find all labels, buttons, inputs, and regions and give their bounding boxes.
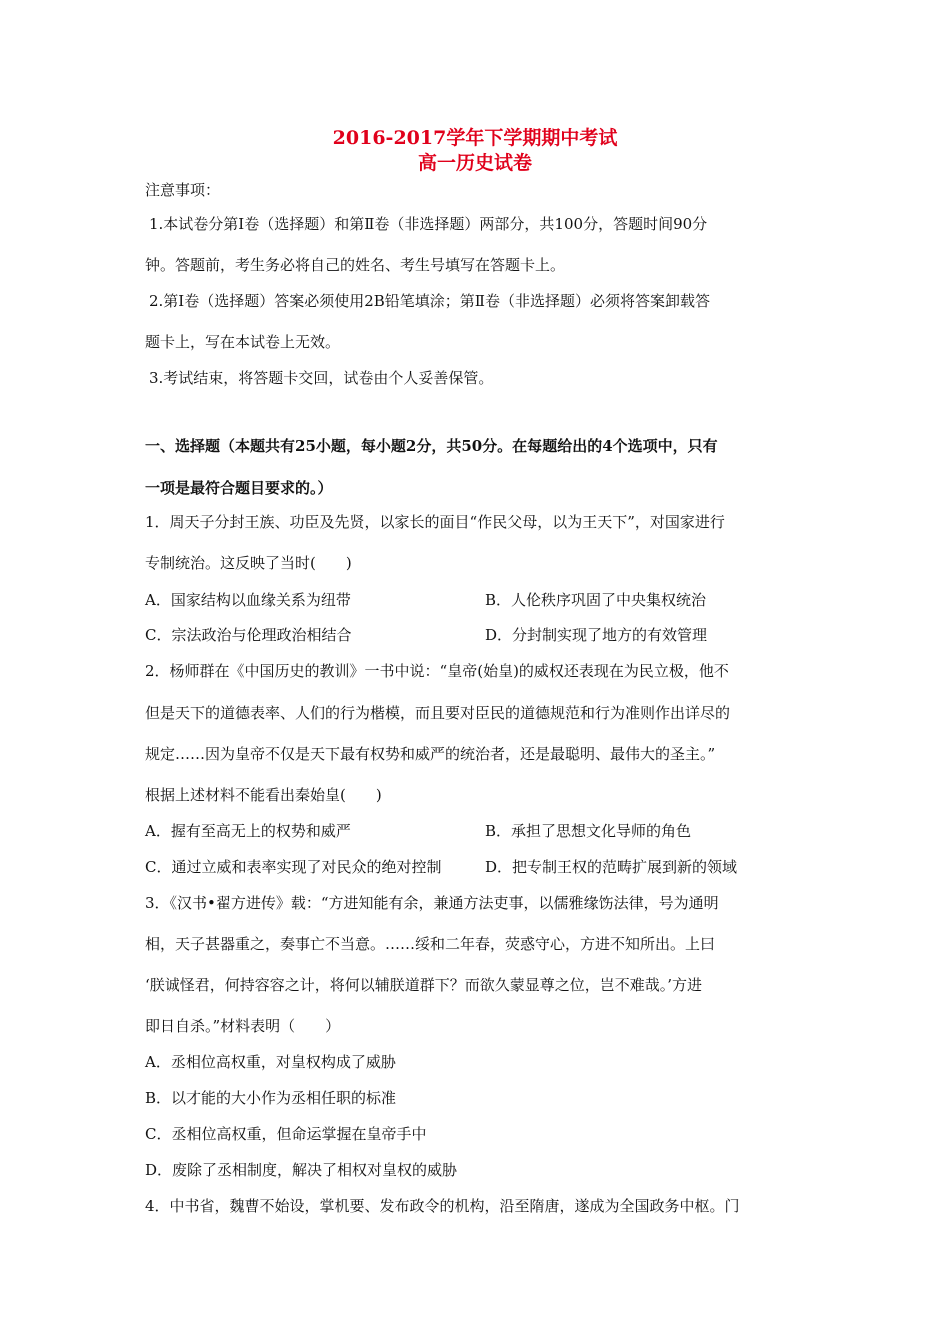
option-c: C．通过立威和表率实现了对民众的绝对控制 <box>145 858 442 876</box>
question-stem-line: 相，天子甚器重之，奏事亡不当意。……绥和二年春，荧惑守心，方进不知所出。上曰 <box>145 935 716 953</box>
option-d: D．废除了丞相制度，解决了相权对皇权的威胁 <box>145 1161 458 1179</box>
question-stem-line: 但是天下的道德表率、人们的行为楷模，而且要对臣民的道德规范和行为准则作出详尽的 <box>145 704 731 722</box>
option-d: D．分封制实现了地方的有效管理 <box>485 626 708 644</box>
option-a: A．握有至高无上的权势和威严 <box>145 822 351 840</box>
section-header-line: 一、选择题（本题共有25小题，每小题2分，共50分。在每题给出的4个选项中，只有 <box>145 437 718 455</box>
option-d: D．把专制王权的范畴扩展到新的领域 <box>485 858 738 876</box>
option-a: A．丞相位高权重，对皇权构成了威胁 <box>145 1053 396 1071</box>
notice-line: 3.考试结束，将答题卡交回，试卷由个人妥善保管。 <box>149 369 494 387</box>
question-stem-line: 规定……因为皇帝不仅是天下最有权势和威严的统治者，还是最聪明、最伟大的圣主。” <box>145 745 716 763</box>
question-stem-line: 即日自杀。”材料表明（ ） <box>145 1017 341 1035</box>
notice-line: 题卡上，写在本试卷上无效。 <box>145 333 341 351</box>
option-c: C．丞相位高权重，但命运掌握在皇帝手中 <box>145 1125 427 1143</box>
question-stem-line: 4．中书省，魏曹不始设，掌机要、发布政令的机构，沿至隋唐，遂成为全国政务中枢。门 <box>145 1197 740 1215</box>
question-stem-line: 3．《汉书•翟方进传》载：“方进知能有余，兼通方法吏事，以儒雅缘饬法律，号为通明 <box>145 894 719 912</box>
title-line-1: 2016-2017学年下学期期中考试 <box>332 127 618 149</box>
title-line-2: 高一历史试卷 <box>417 152 532 174</box>
question-stem-line: 专制统治。这反映了当时( ) <box>145 554 352 572</box>
section-header-line: 一项是最符合题目要求的。） <box>145 479 333 497</box>
option-c: C．宗法政治与伦理政治相结合 <box>145 626 352 644</box>
question-stem-line: 1．周天子分封王族、功臣及先贤，以家长的面目“作民父母，以为王天下”，对国家进行 <box>145 513 725 531</box>
notice-line: 2.第Ⅰ卷（选择题）答案必须使用2B铅笔填涂；第Ⅱ卷（非选择题）必须将答案卸载答 <box>149 292 711 310</box>
notice-line: 1.本试卷分第Ⅰ卷（选择题）和第Ⅱ卷（非选择题）两部分，共100分，答题时间90分 <box>149 215 708 233</box>
notice-line: 钟。答题前，考生务必将自己的姓名、考生号填写在答题卡上。 <box>145 256 566 274</box>
option-a: A．国家结构以血缘关系为纽带 <box>145 591 351 609</box>
option-b: B．以才能的大小作为丞相任职的标准 <box>145 1089 397 1107</box>
question-stem-line: ‘朕诚怪君，何持容容之计，将何以辅朕道群下？而欲久蒙显尊之位，岂不难哉。’方进 <box>145 976 703 994</box>
question-stem-line: 2．杨师群在《中国历史的教训》一书中说：“皇帝(始皇)的威权还表现在为民立极，他不 <box>145 662 729 680</box>
option-b: B．承担了思想文化导师的角色 <box>485 822 692 840</box>
notice-heading: 注意事项： <box>145 181 221 199</box>
option-b: B．人伦秩序巩固了中央集权统治 <box>485 591 707 609</box>
question-stem-line: 根据上述材料不能看出秦始皇( ) <box>145 786 382 804</box>
